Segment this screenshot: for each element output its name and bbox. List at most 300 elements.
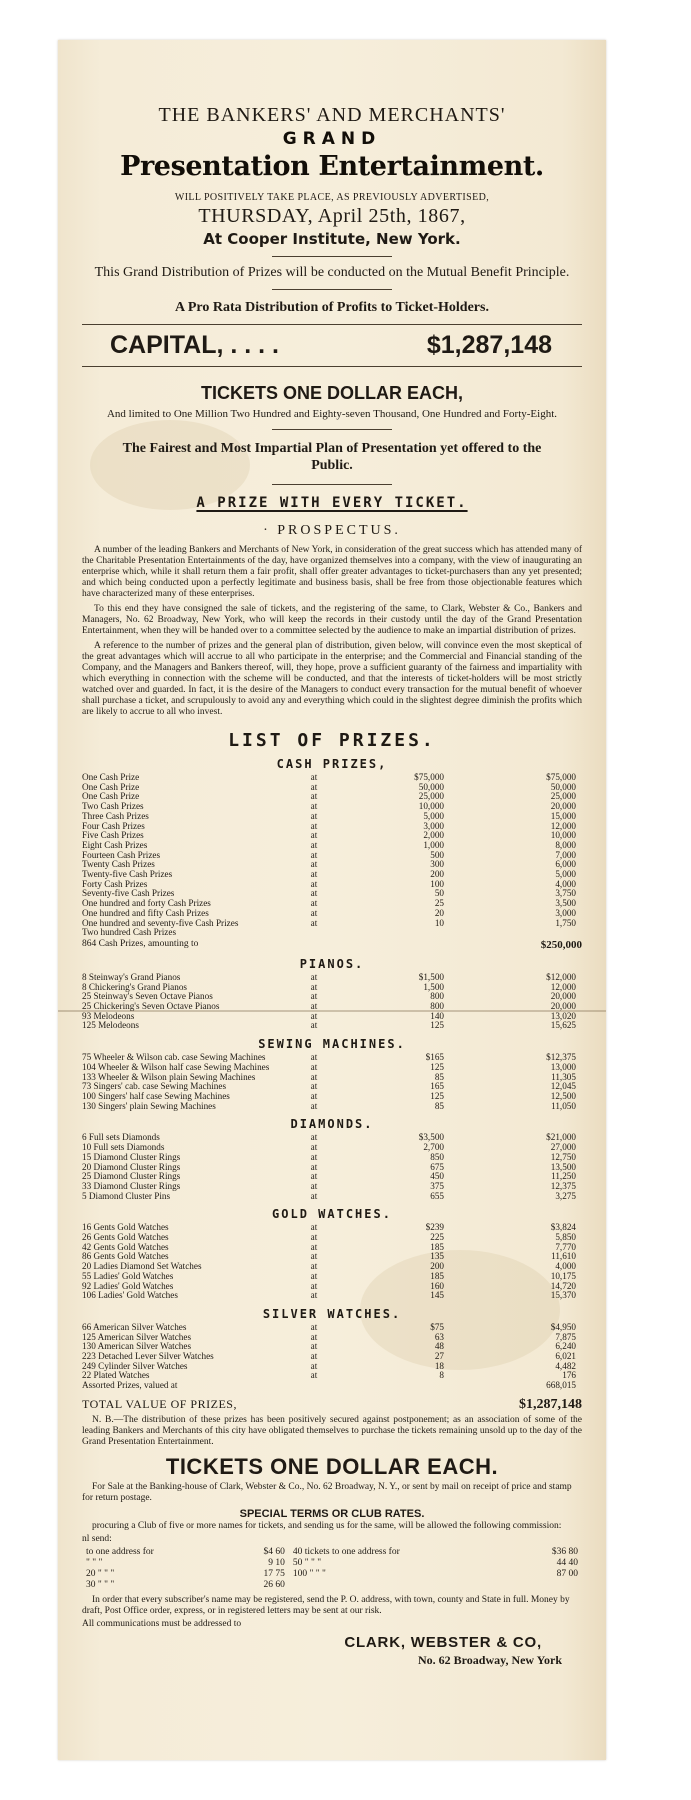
prize-unit-value: 1,000 — [423, 839, 444, 850]
list-of-prizes-title: LIST OF PRIZES. — [228, 730, 436, 751]
prize-total-value: 6,240 — [555, 1341, 576, 1352]
prize-at: at — [310, 1241, 318, 1252]
prize-row — [82, 1153, 582, 1163]
prize-at: at — [310, 981, 318, 992]
prize-total-value: 7,875 — [555, 1331, 576, 1342]
prize-at: at — [310, 1370, 318, 1381]
prize-with-every-ticket: A PRIZE WITH EVERY TICKET. — [196, 495, 468, 511]
prize-description: One Cash Prize — [82, 782, 140, 792]
prize-description: 20 Ladies Diamond Set Watches — [82, 1262, 202, 1272]
prize-row — [82, 1262, 582, 1272]
event-date: THURSDAY, April 25th, 1867, — [198, 205, 466, 227]
prize-description: Assorted Prizes, valued at — [82, 1381, 178, 1391]
prospectus-paragraph: To this end they have consigned the sale of tickets, and the registering of the same, to Clark, Webster & Co., Bankers and Managers, No. 62 Broadway, New York, who will keep the records in their custody until the day of the Grand Presentation Entertainment, when they will be handed over to a committee selected by the audience to make an impartial distribution of prizes. — [82, 604, 582, 636]
prize-description: 26 Gents Gold Watches — [82, 1233, 169, 1243]
prize-description: 33 Diamond Cluster Rings — [82, 1181, 181, 1191]
prize-unit-value: 18 — [434, 1360, 444, 1371]
club-rate-amount: 44 40 — [556, 1557, 578, 1568]
club-rate-amount: 9 10 — [268, 1557, 285, 1568]
prize-unit-value: $1,500 — [418, 971, 444, 982]
club-rate-label: 30 " " " — [86, 1579, 115, 1590]
special-terms-title: SPECIAL TERMS OR CLUB RATES. — [239, 1507, 425, 1520]
prize-unit-value: 160 — [430, 1280, 444, 1291]
prize-unit-value: 135 — [430, 1251, 444, 1262]
prize-row — [82, 1323, 582, 1333]
prize-row — [82, 1063, 582, 1073]
prize-row — [82, 812, 582, 822]
divider — [272, 256, 392, 257]
heading-bankers: THE BANKERS' AND MERCHANTS' — [158, 104, 506, 126]
prize-unit-value: 63 — [434, 1331, 444, 1342]
prize-total-value: 11,305 — [551, 1071, 576, 1082]
prize-description: Twenty Cash Prizes — [82, 860, 155, 870]
prize-at: at — [310, 1090, 318, 1101]
capital-label: CAPITAL, . . . . — [110, 331, 279, 359]
prize-unit-value: 5,000 — [423, 810, 444, 821]
prize-total-value: 12,045 — [550, 1081, 576, 1092]
divider — [272, 484, 392, 485]
prize-unit-value: 655 — [430, 1190, 444, 1201]
divider — [82, 366, 582, 367]
prize-unit-value: 125 — [430, 1020, 444, 1031]
prize-section-title: PIANOS. — [299, 956, 365, 971]
club-rate-amount: $36 80 — [551, 1546, 578, 1557]
prize-unit-value: 450 — [430, 1171, 444, 1182]
heading-grand: GRAND — [282, 129, 382, 149]
club-rate-row — [82, 1580, 582, 1591]
prize-row — [82, 983, 582, 993]
prize-at: at — [310, 869, 318, 880]
prize-total-value: 15,625 — [550, 1020, 576, 1031]
tickets-one-dollar-each: TICKETS ONE DOLLAR EACH. — [165, 1453, 499, 1479]
prize-description: 25 Chickering's Seven Octave Pianos — [82, 1002, 220, 1012]
club-rate-amount: 26 60 — [263, 1579, 285, 1590]
prize-unit-value: 125 — [430, 1061, 444, 1072]
prize-total-value: $12,375 — [546, 1052, 576, 1063]
prize-row — [82, 1163, 582, 1173]
prize-description: 104 Wheeler & Wilson half case Sewing Machines — [82, 1062, 270, 1072]
summary-label: 864 Cash Prizes, amounting to — [82, 938, 199, 949]
prize-at: at — [310, 1132, 318, 1143]
prize-row — [82, 909, 582, 919]
event-venue: At Cooper Institute, New York. — [203, 230, 461, 248]
intro-text: This Grand Distribution of Prizes will be conducted on the Mutual Benefit Principle. — [94, 265, 570, 280]
prize-total-value: 12,500 — [550, 1090, 576, 1101]
prize-table — [82, 973, 582, 1031]
prize-row — [82, 1333, 582, 1343]
prize-row — [82, 841, 582, 851]
prospectus-paragraph: A reference to the number of prizes and the general plan of distribution, given below, will convince even the most skeptical of the great advantages which will accrue to all who participate in the enterprise; and the Commercial and Financial standing of the Company, and the Managers and Bankers thereof, will, they hope, prove a sufficient guaranty of the fairness and impartiality with which everything in connection with the scheme will be conducted, and that the interests of ticket-holders will be most strictly watched over and guarded. In fact, it is the desire of the Managers to conduct every transaction for the mutual benefit of whoever shall purchase a ticket, and scrupulously to avoid any and everything which could in the slightest degree diminish the profits which are likely to accrue to all who invest. — [82, 641, 582, 717]
prize-row — [82, 1092, 582, 1102]
club-rate-row — [82, 1569, 582, 1580]
prize-row — [82, 1012, 582, 1022]
prize-row — [82, 870, 582, 880]
prize-description: 42 Gents Gold Watches — [82, 1242, 169, 1252]
club-rate-label: 40 tickets to one address for — [292, 1546, 400, 1557]
prize-unit-value: 10 — [434, 917, 444, 928]
prize-row — [82, 919, 582, 929]
prize-description: Three Cash Prizes — [82, 811, 149, 821]
prize-total-value: 13,500 — [550, 1161, 576, 1172]
prize-description: Two Cash Prizes — [82, 802, 144, 812]
prize-row — [82, 1082, 582, 1092]
prize-unit-value: 2,000 — [423, 830, 444, 841]
prize-at: at — [310, 917, 318, 928]
prize-at: at — [310, 888, 318, 899]
prize-table — [82, 1323, 582, 1391]
prize-at: at — [310, 1190, 318, 1201]
prize-unit-value: 25 — [434, 898, 444, 909]
prize-unit-value: 850 — [430, 1151, 444, 1162]
club-rate-amount: 17 75 — [263, 1568, 285, 1579]
prospectus-paragraph: A number of the leading Bankers and Merchants of New York, in consideration of the great success which has attended many of the Charitable Presentation Entertainments of the day, have organized themselves into a company, with the view of inaugurating an enterprise which, while it shall return them a fair profit, shall offer greater advantages to ticket-purchasers than any yet presented; and which being conducted upon a perfectly legitimate and business basis, shall be free from those objectionable features which have characterized many of these enterprises. — [82, 545, 582, 599]
prize-total-value: 5,000 — [555, 869, 576, 880]
prize-row — [82, 1143, 582, 1153]
prize-total-value: $3,824 — [550, 1222, 576, 1233]
club-rate-label: 100 " " " — [292, 1568, 326, 1579]
prize-description: 66 American Silver Watches — [82, 1322, 187, 1332]
prize-total-value: 1,750 — [555, 917, 576, 928]
prize-at: at — [310, 791, 318, 802]
tickets-price-heading: TICKETS ONE DOLLAR EACH, — [200, 383, 463, 403]
prize-total-value: 3,500 — [555, 898, 576, 909]
divider — [272, 429, 392, 430]
prize-total-value: 50,000 — [550, 781, 576, 792]
capital-line — [82, 331, 582, 360]
prize-unit-value: 27 — [434, 1351, 444, 1362]
prize-row — [82, 889, 582, 899]
prize-row — [82, 851, 582, 861]
prize-row — [82, 992, 582, 1002]
prize-row — [82, 1252, 582, 1262]
prize-section-title: DIAMONDS. — [290, 1117, 374, 1132]
prize-total-value: 7,770 — [555, 1241, 576, 1252]
club-rates-table — [82, 1547, 582, 1591]
prize-total-value: $4,950 — [550, 1321, 576, 1332]
total-value-row — [82, 1397, 582, 1413]
prize-row — [82, 1291, 582, 1301]
prize-description: 20 Diamond Cluster Rings — [82, 1162, 181, 1172]
club-rate-row — [82, 1547, 582, 1558]
prize-section-title: SEWING MACHINES. — [258, 1037, 406, 1052]
prize-at: at — [310, 1100, 318, 1111]
prize-unit-value: 50,000 — [418, 781, 444, 792]
prize-total-value: 12,000 — [550, 820, 576, 831]
prize-at: at — [310, 1261, 318, 1272]
prize-description: 249 Cylinder Silver Watches — [82, 1361, 188, 1371]
prize-description: 5 Diamond Cluster Pins — [82, 1191, 171, 1201]
prize-unit-value: $75 — [430, 1321, 444, 1332]
prize-row — [82, 1362, 582, 1372]
prize-row — [82, 773, 582, 783]
prize-at: at — [310, 878, 318, 889]
prize-description: 10 Full sets Diamonds — [82, 1143, 165, 1153]
prize-description: 15 Diamond Cluster Rings — [82, 1152, 181, 1162]
prize-total-value: 14,720 — [550, 1280, 576, 1291]
prize-total-value: $21,000 — [546, 1132, 576, 1143]
prize-row — [82, 1021, 582, 1031]
prize-at: at — [310, 971, 318, 982]
prize-description: 8 Steinway's Grand Pianos — [82, 972, 181, 982]
prize-row — [82, 1073, 582, 1083]
club-rate-label: to one address for — [86, 1546, 154, 1557]
prize-row — [82, 860, 582, 870]
total-label: TOTAL VALUE OF PRIZES, — [82, 1396, 237, 1411]
prize-unit-value: $239 — [425, 1222, 444, 1233]
prize-at: at — [310, 1052, 318, 1063]
prize-total-value: 11,050 — [551, 1100, 576, 1111]
club-rate-label: 50 " " " — [292, 1557, 322, 1568]
prize-at: at — [310, 1222, 318, 1233]
prize-row — [82, 1172, 582, 1182]
prize-row — [82, 1282, 582, 1292]
prize-row — [82, 1192, 582, 1202]
prize-section-title: CASH PRIZES, — [276, 757, 388, 771]
prize-at: at — [310, 1081, 318, 1092]
prize-unit-value — [344, 928, 484, 938]
prize-description: 106 Ladies' Gold Watches — [82, 1291, 178, 1301]
prize-description: 93 Melodeons — [82, 1011, 135, 1021]
prize-unit-value: 25,000 — [418, 791, 444, 802]
prize-description: 130 American Silver Watches — [82, 1342, 192, 1352]
club-send-label: nl send: — [82, 1533, 112, 1544]
prize-total-value: 668,015 — [546, 1380, 576, 1391]
club-rate-label: " " " — [86, 1557, 103, 1568]
prize-at: at — [310, 1251, 318, 1262]
prize-total-value: 176 — [562, 1370, 576, 1381]
prize-description: Eight Cash Prizes — [82, 840, 148, 850]
prize-row — [82, 822, 582, 832]
prize-row — [82, 1102, 582, 1112]
prize-row — [82, 1342, 582, 1352]
prize-total-value: 4,482 — [555, 1360, 576, 1371]
prize-table — [82, 773, 582, 938]
prize-total-value: 3,750 — [555, 888, 576, 899]
prize-unit-value: 300 — [430, 859, 444, 870]
pro-rata-line: A Pro Rata Distribution of Profits to Ticket-Holders. — [175, 300, 489, 315]
prize-at: at — [310, 1290, 318, 1301]
prize-table — [82, 1133, 582, 1201]
prize-row — [82, 792, 582, 802]
prize-at: at — [310, 1232, 318, 1243]
prize-at: at — [310, 1061, 318, 1072]
prize-description: One hundred and fifty Cash Prizes — [82, 908, 209, 918]
prize-total-value: 13,000 — [550, 1061, 576, 1072]
prize-section-title: GOLD WATCHES. — [272, 1207, 392, 1222]
prize-row — [82, 973, 582, 983]
special-terms-intro: procuring a Club of five or more names for tickets, and sending us for the same, will be allowed the following commission: — [92, 1520, 562, 1531]
prize-unit-value: 20 — [434, 907, 444, 918]
prize-row — [82, 1352, 582, 1362]
prize-at: at — [310, 810, 318, 821]
prize-at: at — [310, 839, 318, 850]
prize-row — [82, 1272, 582, 1282]
prize-total-value: $12,000 — [546, 971, 576, 982]
prize-description: Four Cash Prizes — [82, 821, 145, 831]
for-sale-text: For Sale at the Banking-house of Clark, Webster & Co., No. 62 Broadway, N. Y., or sent by mail on receipt of price and stamp for return postage. — [82, 1481, 572, 1503]
prize-description: 75 Wheeler & Wilson cab. case Sewing Machines — [82, 1053, 266, 1063]
club-rate-amount: $4 60 — [263, 1546, 285, 1557]
prize-unit-value: 225 — [430, 1232, 444, 1243]
prize-total-value: 6,021 — [555, 1351, 576, 1362]
prize-unit-value: 2,700 — [423, 1142, 444, 1153]
prize-total-value: 4,000 — [555, 1261, 576, 1272]
prize-total-value: 20,000 — [550, 1001, 576, 1012]
prize-total-value: $75,000 — [546, 772, 576, 782]
prize-row — [82, 802, 582, 812]
prize-row — [82, 831, 582, 841]
prize-at: at — [310, 1180, 318, 1191]
prize-row — [82, 880, 582, 890]
firm-address: No. 62 Broadway, New York — [417, 1652, 562, 1667]
prize-description: 130 Singers' plain Sewing Machines — [82, 1101, 216, 1111]
prize-description: Forty Cash Prizes — [82, 879, 148, 889]
divider — [82, 324, 582, 325]
prize-total-value: 27,000 — [550, 1142, 576, 1153]
prize-at: at — [310, 991, 318, 1002]
prize-description: One hundred and seventy-five Cash Prizes — [82, 918, 239, 928]
prize-sections — [82, 757, 582, 1391]
prize-table — [82, 1223, 582, 1301]
heading-presentation: Presentation Entertainment. — [120, 151, 544, 182]
prize-at: at — [310, 1071, 318, 1082]
prize-total-value: 10,000 — [550, 830, 576, 841]
prize-unit-value: 125 — [430, 1090, 444, 1101]
address-intro: All communications must be addressed to — [82, 1618, 242, 1629]
prize-total-value: 7,000 — [555, 849, 576, 860]
prize-description: 16 Gents Gold Watches — [82, 1223, 169, 1233]
prize-unit-value: 85 — [434, 1100, 444, 1111]
prize-total-value: 20,000 — [550, 801, 576, 812]
prize-at: at — [310, 1010, 318, 1021]
prize-unit-value: 10,000 — [418, 801, 444, 812]
prize-description: Five Cash Prizes — [82, 831, 144, 841]
prize-description: Fourteen Cash Prizes — [82, 850, 161, 860]
prize-total-value — [484, 928, 582, 938]
prize-row — [82, 1223, 582, 1233]
prize-unit-value: 140 — [430, 1010, 444, 1021]
prize-row — [82, 1243, 582, 1253]
prize-at: at — [310, 1321, 318, 1332]
prize-at: at — [310, 1142, 318, 1153]
prize-row — [82, 899, 582, 909]
prize-at: at — [310, 772, 318, 782]
prize-at: at — [310, 898, 318, 909]
prize-at: at — [310, 781, 318, 792]
prize-total-value: 12,000 — [550, 981, 576, 992]
prize-total-value: 25,000 — [550, 791, 576, 802]
prize-description: 100 Singers' half case Sewing Machines — [82, 1091, 230, 1101]
prize-at — [284, 1381, 344, 1391]
prize-at: at — [310, 859, 318, 870]
prize-at: at — [310, 830, 318, 841]
prize-at: at — [310, 801, 318, 812]
prize-total-value: 15,370 — [550, 1290, 576, 1301]
prize-unit-value: 50 — [434, 888, 444, 899]
prize-row — [82, 1053, 582, 1063]
prize-table — [82, 1053, 582, 1111]
prize-unit-value: 800 — [430, 1001, 444, 1012]
prize-description: 55 Ladies' Gold Watches — [82, 1271, 174, 1281]
prize-description: 25 Diamond Cluster Rings — [82, 1172, 181, 1182]
club-rate-label — [289, 1580, 515, 1591]
prize-at: at — [310, 1020, 318, 1031]
prize-unit-value: 48 — [434, 1341, 444, 1352]
prize-description: 125 American Silver Watches — [82, 1332, 192, 1342]
prize-total-value: 11,610 — [551, 1251, 576, 1262]
prize-unit-value: 375 — [430, 1180, 444, 1191]
prize-row — [82, 1371, 582, 1381]
prize-unit-value: 85 — [434, 1071, 444, 1082]
prize-unit-value: 675 — [430, 1161, 444, 1172]
order-note: In order that every subscriber's name may be registered, send the P. O. address, with town, county and State in full. Money by draft, Post Office order, express, or in registered letters may be sent at our risk. — [82, 1594, 570, 1616]
prize-at: at — [310, 1280, 318, 1291]
prize-total-value: 10,175 — [550, 1270, 576, 1281]
prize-unit-value: 185 — [430, 1241, 444, 1252]
summary-value: $250,000 — [540, 938, 582, 951]
prize-at: at — [310, 849, 318, 860]
prize-description: Twenty-five Cash Prizes — [82, 870, 173, 880]
capital-value: $1,287,148 — [426, 331, 552, 359]
prize-total-value: 11,250 — [551, 1171, 576, 1182]
prize-description: 92 Ladies' Gold Watches — [82, 1281, 174, 1291]
prize-row — [82, 1133, 582, 1143]
prize-description: 73 Singers' cab. case Sewing Machines — [82, 1082, 227, 1092]
prize-at: at — [310, 907, 318, 918]
prize-description: 86 Gents Gold Watches — [82, 1252, 169, 1262]
prize-total-value: 3,275 — [555, 1190, 576, 1201]
prize-unit-value: 145 — [430, 1290, 444, 1301]
advertised-line: WILL POSITIVELY TAKE PLACE, AS PREVIOUSLY ADVERTISED, — [174, 192, 490, 203]
prize-description: 223 Detached Lever Silver Watches — [82, 1352, 214, 1362]
prize-row — [82, 1182, 582, 1192]
ticket-limit-text: And limited to One Million Two Hundred and Eighty-seven Thousand, One Hundred and Forty-Eight. — [106, 408, 558, 420]
section-summary — [82, 939, 582, 951]
prize-row — [82, 1381, 582, 1391]
prize-unit-value: 3,000 — [423, 820, 444, 831]
prize-row — [82, 1002, 582, 1012]
prize-total-value: 4,000 — [555, 878, 576, 889]
prize-unit-value: $3,500 — [418, 1132, 444, 1143]
club-rate-amount — [515, 1580, 582, 1591]
prize-at — [284, 928, 344, 938]
prize-unit-value: 500 — [430, 849, 444, 860]
prize-total-value: 15,000 — [550, 810, 576, 821]
prize-row — [82, 783, 582, 793]
prize-at: at — [310, 820, 318, 831]
prize-at: at — [310, 1351, 318, 1362]
prize-section-title: SILVER WATCHES. — [262, 1306, 402, 1321]
prize-at: at — [310, 1360, 318, 1371]
prize-at: at — [310, 1171, 318, 1182]
prize-unit-value: 200 — [430, 1261, 444, 1272]
prize-description: Two hundred Cash Prizes — [82, 928, 177, 938]
club-rate-row — [82, 1558, 582, 1569]
prize-description: 133 Wheeler & Wilson plain Sewing Machines — [82, 1072, 256, 1082]
club-rate-amount: 87 00 — [556, 1568, 578, 1579]
prize-unit-value: 200 — [430, 869, 444, 880]
prize-description: One Cash Prize — [82, 792, 140, 802]
prize-row — [82, 928, 582, 938]
broadside-content — [82, 96, 582, 1668]
prize-at: at — [310, 1341, 318, 1352]
prize-description: 125 Melodeons — [82, 1021, 139, 1031]
prize-description: 6 Full sets Diamonds — [82, 1133, 160, 1143]
prize-at: at — [310, 1270, 318, 1281]
prize-at: at — [310, 1151, 318, 1162]
prize-total-value: 13,020 — [550, 1010, 576, 1021]
prize-unit-value: 1,500 — [423, 981, 444, 992]
